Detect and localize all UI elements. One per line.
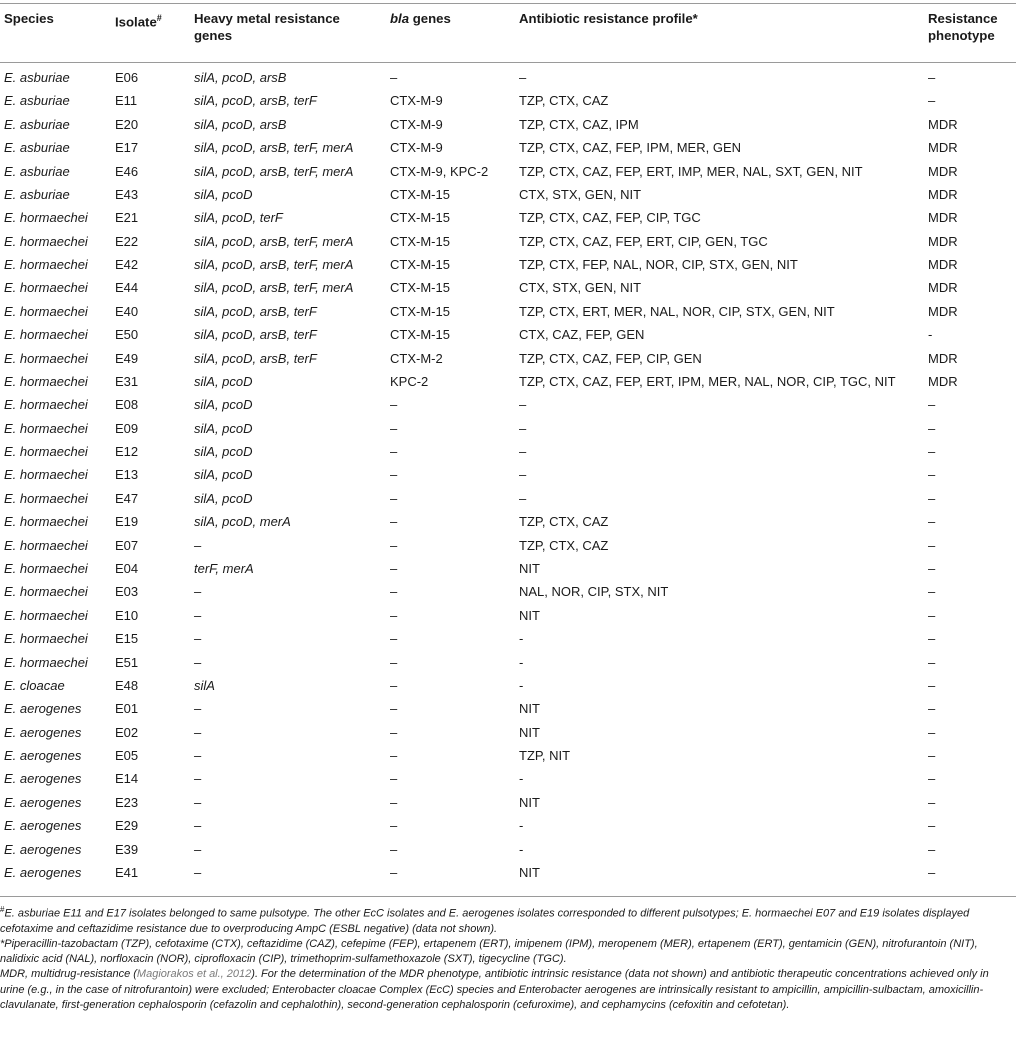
cell-isolate: E40 — [115, 303, 139, 319]
cell-bla: – — [390, 584, 398, 600]
cell-phenotype: – — [928, 560, 936, 576]
cell-phenotype: MDR — [928, 233, 958, 249]
cell-bla: – — [390, 560, 398, 576]
cell-species: E. aerogenes — [4, 771, 82, 787]
cell-species: E. hormaechei — [4, 397, 88, 413]
cell-profile: NIT — [519, 607, 540, 623]
cell-metal: – — [194, 818, 202, 834]
table-row — [0, 791, 1016, 814]
table-row — [0, 300, 1016, 323]
cell-phenotype: – — [928, 514, 936, 530]
header-heavy-metal: Heavy metal resistance genes — [194, 11, 340, 43]
header-phenotype: Resistance phenotype — [928, 11, 998, 43]
cell-bla: CTX-M-2 — [390, 350, 443, 366]
cell-phenotype: – — [928, 490, 936, 506]
cell-isolate: E03 — [115, 584, 139, 600]
cell-phenotype: MDR — [928, 163, 958, 179]
table-row — [0, 160, 1016, 183]
cell-profile: TZP, CTX, CAZ, IPM — [519, 116, 639, 132]
table-row — [0, 440, 1016, 463]
cell-bla: CTX-M-9 — [390, 116, 443, 132]
cell-bla: CTX-M-15 — [390, 257, 450, 273]
cell-profile: TZP, CTX, CAZ, FEP, CIP, TGC — [519, 210, 701, 226]
footnote-mdr-pre: MDR, multidrug-resistance ( — [0, 968, 137, 981]
cell-species: E. hormaechei — [4, 560, 88, 576]
footnote-mdr-post: ). For the determination of the MDR phenotype, antibiotic intrinsic resistance (data not shown) and antibiotic therapeutic concentrations achieved only in urine (e.g., in the case of nitrofurantoin) were excluded; Enterobacter cloacae Complex (EcC) species and Enterobacter aerogenes are intrinsically resistant to ampicillin, ampicillin-sulbactam, amoxicillin-clavulanate, first-generation cephalosporin (cefazolin and cephalothin), second-generation cephalosporin (cefuroxime), and cephamycins (cefoxitin and cefotetan). — [0, 968, 989, 1011]
cell-phenotype: MDR — [928, 140, 958, 156]
header-profile: Antibiotic resistance profile* — [519, 11, 698, 26]
cell-species: E. aerogenes — [4, 864, 82, 880]
table-row — [0, 627, 1016, 650]
cell-metal: silA, pcoD — [194, 490, 253, 506]
cell-profile: TZP, NIT — [519, 748, 571, 764]
cell-species: E. hormaechei — [4, 654, 88, 670]
cell-species: E. hormaechei — [4, 280, 88, 296]
cell-metal: silA, pcoD, terF — [194, 210, 283, 226]
cell-profile: TZP, CTX, CAZ, FEP, ERT, IMP, MER, NAL, SXT, GEN, NIT — [519, 163, 863, 179]
cell-profile: TZP, CTX, CAZ — [519, 514, 609, 530]
footnote-mdr — [0, 967, 1016, 1013]
cell-isolate: E08 — [115, 397, 139, 413]
cell-metal: silA, pcoD, arsB, terF — [194, 327, 317, 343]
table-row — [0, 861, 1016, 884]
cell-bla: – — [390, 514, 398, 530]
cell-isolate: E20 — [115, 116, 139, 132]
table-row — [0, 557, 1016, 580]
table-row — [0, 347, 1016, 370]
cell-bla: – — [390, 490, 398, 506]
cell-species: E. asburiae — [4, 186, 70, 202]
cell-profile: NIT — [519, 724, 540, 740]
cell-species: E. aerogenes — [4, 841, 82, 857]
footnote-hash — [0, 902, 1016, 937]
table-row — [0, 534, 1016, 557]
cell-bla: CTX-M-9, KPC-2 — [390, 163, 489, 179]
table-row — [0, 276, 1016, 299]
cell-metal: – — [194, 631, 202, 647]
cell-metal: – — [194, 794, 202, 810]
cell-profile: – — [519, 490, 527, 506]
footnote-hash-mark: # — [0, 905, 5, 914]
cell-bla: – — [390, 748, 398, 764]
cell-bla: CTX-M-15 — [390, 210, 450, 226]
cell-phenotype: – — [928, 70, 936, 85]
cell-species: E. hormaechei — [4, 327, 88, 343]
cell-isolate: E19 — [115, 514, 139, 530]
bottom-rule — [0, 896, 1016, 897]
cell-phenotype: MDR — [928, 257, 958, 273]
cell-phenotype: – — [928, 677, 936, 693]
table-row — [0, 487, 1016, 510]
cell-species: E. hormaechei — [4, 631, 88, 647]
cell-phenotype: – — [928, 794, 936, 810]
cell-bla: CTX-M-15 — [390, 303, 450, 319]
cell-metal: – — [194, 584, 202, 600]
cell-species: E. hormaechei — [4, 514, 88, 530]
header-bla-rest: genes — [409, 11, 451, 26]
table-row — [0, 89, 1016, 112]
cell-isolate: E22 — [115, 233, 139, 249]
cell-phenotype: – — [928, 467, 936, 483]
cell-bla: KPC-2 — [390, 373, 429, 389]
cell-bla: – — [390, 794, 398, 810]
cell-bla: – — [390, 420, 398, 436]
table-row — [0, 697, 1016, 720]
cell-phenotype: MDR — [928, 186, 958, 202]
table-row — [0, 206, 1016, 229]
cell-bla: – — [390, 771, 398, 787]
cell-bla: – — [390, 818, 398, 834]
table-row — [0, 393, 1016, 416]
cell-profile: - — [519, 654, 524, 670]
table-row — [0, 183, 1016, 206]
cell-bla: – — [390, 724, 398, 740]
cell-phenotype: – — [928, 607, 936, 623]
cell-phenotype: – — [928, 631, 936, 647]
cell-metal: silA, pcoD, arsB, terF, merA — [194, 233, 354, 249]
cell-isolate: E02 — [115, 724, 139, 740]
cell-metal: silA, pcoD — [194, 186, 253, 202]
cell-phenotype: MDR — [928, 350, 958, 366]
cell-species: E. asburiae — [4, 93, 70, 109]
cell-species: E. hormaechei — [4, 257, 88, 273]
table-row — [0, 721, 1016, 744]
table-row — [0, 463, 1016, 486]
cell-bla: – — [390, 654, 398, 670]
table-row — [0, 580, 1016, 603]
table-row — [0, 113, 1016, 136]
header-bla — [390, 10, 451, 27]
cell-profile: CTX, STX, GEN, NIT — [519, 280, 642, 296]
cell-species: E. hormaechei — [4, 444, 88, 460]
cell-profile: NIT — [519, 560, 540, 576]
cell-bla: – — [390, 864, 398, 880]
cell-metal: silA, pcoD, arsB, terF, merA — [194, 280, 354, 296]
cell-isolate: E48 — [115, 677, 139, 693]
cell-bla: – — [390, 841, 398, 857]
cell-metal: silA, pcoD, arsB, terF — [194, 93, 317, 109]
cell-phenotype: – — [928, 818, 936, 834]
cell-phenotype: – — [928, 584, 936, 600]
cell-species: E. hormaechei — [4, 467, 88, 483]
cell-species: E. aerogenes — [4, 818, 82, 834]
cell-phenotype: – — [928, 537, 936, 553]
cell-species: E. hormaechei — [4, 607, 88, 623]
cell-isolate: E23 — [115, 794, 139, 810]
cell-bla: – — [390, 701, 398, 717]
cell-profile: – — [519, 397, 527, 413]
cell-phenotype: – — [928, 420, 936, 436]
cell-metal: silA, pcoD, merA — [194, 514, 291, 530]
cell-metal: – — [194, 724, 202, 740]
table-row — [0, 230, 1016, 253]
cell-bla: – — [390, 537, 398, 553]
cell-phenotype: MDR — [928, 303, 958, 319]
cell-isolate: E42 — [115, 257, 139, 273]
cell-profile: - — [519, 818, 524, 834]
cell-metal: silA, pcoD, arsB — [194, 70, 287, 85]
table-row — [0, 510, 1016, 533]
table-row — [0, 417, 1016, 440]
cell-species: E. aerogenes — [4, 794, 82, 810]
cell-profile: TZP, CTX, CAZ, FEP, CIP, GEN — [519, 350, 702, 366]
cell-metal: silA, pcoD, arsB — [194, 116, 287, 132]
table-row — [0, 136, 1016, 159]
cell-phenotype: MDR — [928, 210, 958, 226]
table-row — [0, 323, 1016, 346]
header-species: Species — [4, 11, 54, 26]
cell-isolate: E31 — [115, 373, 139, 389]
cell-profile: TZP, CTX, ERT, MER, NAL, NOR, CIP, STX, GEN, NIT — [519, 303, 835, 319]
cell-phenotype: – — [928, 841, 936, 857]
cell-profile: - — [519, 677, 524, 693]
cell-bla: CTX-M-15 — [390, 186, 450, 202]
header-isolate-sup: # — [156, 13, 162, 23]
cell-profile: TZP, CTX, CAZ — [519, 537, 609, 553]
cell-isolate: E29 — [115, 818, 139, 834]
table-header — [0, 0, 1016, 60]
cell-phenotype: MDR — [928, 373, 958, 389]
cell-isolate: E44 — [115, 280, 139, 296]
cell-phenotype: – — [928, 701, 936, 717]
cell-species: E. asburiae — [4, 116, 70, 132]
cell-species: E. hormaechei — [4, 210, 88, 226]
cell-bla: CTX-M-15 — [390, 233, 450, 249]
cell-species: E. cloacae — [4, 677, 65, 693]
cell-isolate: E05 — [115, 748, 139, 764]
table-row — [0, 744, 1016, 767]
cell-isolate: E09 — [115, 420, 139, 436]
cell-isolate: E11 — [115, 93, 138, 109]
cell-metal: silA, pcoD, arsB, terF, merA — [194, 163, 354, 179]
cell-profile: NIT — [519, 794, 540, 810]
cell-species: E. hormaechei — [4, 303, 88, 319]
cell-phenotype: – — [928, 444, 936, 460]
table-row — [0, 767, 1016, 790]
cell-bla: – — [390, 677, 398, 693]
cell-profile: – — [519, 420, 527, 436]
cell-metal: – — [194, 701, 202, 717]
cell-isolate: E01 — [115, 701, 139, 717]
cell-bla: CTX-M-9 — [390, 93, 443, 109]
cell-profile: – — [519, 444, 527, 460]
cell-metal: – — [194, 748, 202, 764]
table-row — [0, 253, 1016, 276]
cell-isolate: E06 — [115, 70, 139, 85]
cell-phenotype: – — [928, 93, 936, 109]
cell-isolate: E47 — [115, 490, 139, 506]
cell-metal: – — [194, 607, 202, 623]
cell-species: E. aerogenes — [4, 748, 82, 764]
cell-bla: CTX-M-9 — [390, 140, 443, 156]
cell-phenotype: – — [928, 397, 936, 413]
cell-metal: silA, pcoD, arsB, terF — [194, 350, 317, 366]
cell-species: E. hormaechei — [4, 350, 88, 366]
cell-metal: silA, pcoD — [194, 397, 253, 413]
top-rule — [0, 3, 1016, 4]
cell-metal: silA — [194, 677, 215, 693]
cell-profile: TZP, CTX, FEP, NAL, NOR, CIP, STX, GEN, NIT — [519, 257, 798, 273]
header-bla-italic: bla — [390, 11, 410, 26]
cell-metal: silA, pcoD — [194, 467, 253, 483]
cell-bla: CTX-M-15 — [390, 280, 450, 296]
cell-phenotype: MDR — [928, 116, 958, 132]
cell-metal: silA, pcoD — [194, 373, 253, 389]
cell-bla: – — [390, 70, 398, 85]
cell-species: E. asburiae — [4, 140, 70, 156]
cell-phenotype: – — [928, 724, 936, 740]
footnote-hash-text: E. asburiae E11 and E17 isolates belonged to same pulsotype. The other EcC isolates and E. aerogenes isolates corresponded to different pulsotypes; E. hormaechei E07 and E19 isolates displayed cefotaxime and ceftazidime resistance due to overproducing AmpC (ESBL negative) (data not shown). — [0, 907, 970, 935]
cell-isolate: E14 — [115, 771, 139, 787]
cell-profile: CTX, CAZ, FEP, GEN — [519, 327, 645, 343]
cell-bla: – — [390, 607, 398, 623]
cell-profile: CTX, STX, GEN, NIT — [519, 186, 642, 202]
cell-metal: – — [194, 771, 202, 787]
cell-species: E. hormaechei — [4, 420, 88, 436]
cell-isolate: E15 — [115, 631, 139, 647]
cell-phenotype: – — [928, 654, 936, 670]
cell-phenotype: MDR — [928, 280, 958, 296]
table-footnotes — [0, 902, 1016, 1013]
cell-profile: - — [519, 771, 524, 787]
cell-phenotype: – — [928, 771, 936, 787]
table-row — [0, 66, 1016, 89]
cell-species: E. aerogenes — [4, 701, 82, 717]
cell-metal: – — [194, 654, 202, 670]
header-isolate — [115, 10, 162, 30]
cell-profile: TZP, CTX, CAZ, FEP, ERT, CIP, GEN, TGC — [519, 233, 768, 249]
cell-metal: – — [194, 841, 202, 857]
cell-profile: – — [519, 70, 527, 85]
cell-isolate: E07 — [115, 537, 139, 553]
header-rule — [0, 62, 1016, 63]
cell-phenotype: - — [928, 327, 933, 343]
cell-isolate: E46 — [115, 163, 139, 179]
cell-species: E. asburiae — [4, 163, 70, 179]
cell-profile: NIT — [519, 701, 540, 717]
table-row — [0, 674, 1016, 697]
table-row — [0, 651, 1016, 674]
header-isolate-label: Isolate — [115, 14, 157, 30]
cell-isolate: E51 — [115, 654, 139, 670]
cell-bla: CTX-M-15 — [390, 327, 450, 343]
cell-phenotype: – — [928, 748, 936, 764]
cell-bla: – — [390, 631, 398, 647]
cell-metal: – — [194, 537, 202, 553]
cell-species: E. hormaechei — [4, 490, 88, 506]
cell-metal: silA, pcoD, arsB, terF — [194, 303, 317, 319]
cell-profile: TZP, CTX, CAZ — [519, 93, 609, 109]
cell-species: E. aerogenes — [4, 724, 82, 740]
cell-profile: – — [519, 467, 527, 483]
cell-metal: silA, pcoD — [194, 444, 253, 460]
cell-species: E. hormaechei — [4, 373, 88, 389]
cell-profile: TZP, CTX, CAZ, FEP, ERT, IPM, MER, NAL, NOR, CIP, TGC, NIT — [519, 373, 896, 389]
cell-isolate: E21 — [115, 210, 139, 226]
cell-species: E. hormaechei — [4, 233, 88, 249]
citation-link[interactable]: Magiorakos et al., 2012 — [136, 968, 252, 981]
cell-profile: - — [519, 841, 524, 857]
cell-species: E. asburiae — [4, 70, 70, 85]
table-row — [0, 814, 1016, 837]
cell-phenotype: – — [928, 864, 936, 880]
footnote-star: *Piperacillin-tazobactam (TZP), cefotaxime (CTX), ceftazidime (CAZ), cefepime (FEP), ertapenem (ERT), imipenem (IPM), meropenem (MER), ertapenem (ERT), gentamicin (GEN), nitrofurantoin (NIT), nalidixic acid (NAL), norfloxacin (NOR), ciprofloxacin (CIP), trimethoprim-sulfamethoxazole (SXT), tigecycline (TGC). — [0, 938, 978, 966]
cell-bla: – — [390, 397, 398, 413]
cell-isolate: E43 — [115, 186, 139, 202]
cell-metal: silA, pcoD, arsB, terF, merA — [194, 140, 354, 156]
cell-isolate: E17 — [115, 140, 139, 156]
cell-metal: terF, merA — [194, 560, 254, 576]
cell-isolate: E12 — [115, 444, 139, 460]
cell-metal: silA, pcoD, arsB, terF, merA — [194, 257, 354, 273]
table-row — [0, 838, 1016, 861]
cell-profile: NIT — [519, 864, 540, 880]
cell-isolate: E41 — [115, 864, 139, 880]
cell-profile: NAL, NOR, CIP, STX, NIT — [519, 584, 669, 600]
cell-profile: - — [519, 631, 524, 647]
cell-isolate: E49 — [115, 350, 139, 366]
cell-species: E. hormaechei — [4, 537, 88, 553]
cell-isolate: E50 — [115, 327, 139, 343]
cell-metal: silA, pcoD — [194, 420, 253, 436]
cell-bla: – — [390, 444, 398, 460]
cell-isolate: E13 — [115, 467, 139, 483]
table-row — [0, 604, 1016, 627]
cell-profile: TZP, CTX, CAZ, FEP, IPM, MER, GEN — [519, 140, 741, 156]
cell-bla: – — [390, 467, 398, 483]
cell-isolate: E10 — [115, 607, 139, 623]
cell-species: E. hormaechei — [4, 584, 88, 600]
cell-isolate: E04 — [115, 560, 139, 576]
cell-metal: – — [194, 864, 202, 880]
cell-isolate: E39 — [115, 841, 139, 857]
table-row — [0, 370, 1016, 393]
